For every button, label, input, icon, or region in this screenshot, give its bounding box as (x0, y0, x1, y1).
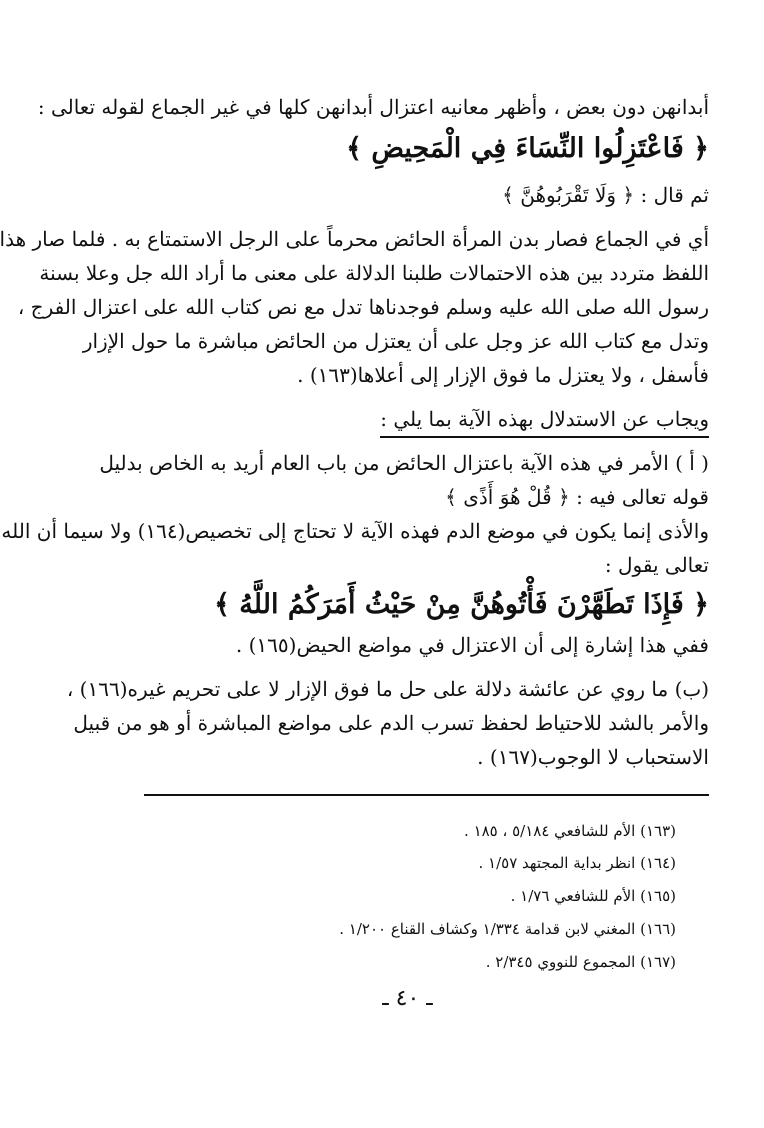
footnote: (١٦٧) المجموع للنووي ٢/٣٤٥ . (485, 953, 676, 971)
body-line: والأذى إنما يكون في موضع الدم فهذه الآية لا تحتاج إلى تخصيص(١٦٤) ولا سيما أن الله (1, 519, 709, 543)
body-line: ففي هذا إشارة إلى أن الاعتزال في مواضع الحيض(١٦٥) . (235, 633, 709, 657)
body-line: (ب) ما روي عن عائشة دلالة على حل ما فوق الإزار لا على تحريم غيره(١٦٦) ، (66, 677, 709, 701)
section-heading: ويجاب عن الاستدلال بهذه الآية بما يلي : (380, 404, 709, 438)
footnote-divider (144, 794, 709, 796)
body-line: رسول الله صلى الله عليه وسلم فوجدناها تدل مع نص كتاب الله على اعتزال الفرج ، (17, 295, 709, 319)
body-line: والأمر بالشد للاحتياط لحفظ تسرب الدم على مواضع المباشرة أو هو من قبيل (73, 711, 709, 735)
body-line: وتدل مع كتاب الله عز وجل على أن يعتزل من الحائض مباشرة ما حول الإزار (82, 329, 709, 353)
body-line: قوله تعالى فيه : ﴿ قُلْ هُوَ أَذًى ﴾ (445, 485, 709, 509)
page-number: ـ ٤٠ ـ (382, 986, 433, 1011)
body-line: تعالى يقول : (604, 553, 709, 577)
body-line: ثم قال : ﴿ وَلَا تَقْرَبُوهُنَّ ﴾ (502, 183, 709, 207)
quran-verse: ﴿ فَاعْتَزِلُوا النِّسَاءَ فِي الْمَحِيضِ ﴾ (346, 133, 709, 164)
body-line: ( أ ) الأمر في هذه الآية باعتزال الحائض من باب العام أريد به الخاص بدليل (99, 451, 709, 475)
footnote: (١٦٦) المغني لابن قدامة ١/٣٣٤ وكشاف القناع ١/٢٠٠ . (339, 920, 676, 938)
body-line: الاستحباب لا الوجوب(١٦٧) . (477, 745, 709, 769)
footnote: (١٦٣) الأم للشافعي ٥/١٨٤ ، ١٨٥ . (464, 822, 676, 840)
body-line: أي في الجماع فصار بدن المرأة الحائض محرماً على الرجل الاستمتاع به . فلما صار هذا (0, 227, 709, 251)
footnote: (١٦٥) الأم للشافعي ١/٧٦ . (510, 887, 676, 905)
body-line: اللفظ متردد بين هذه الاحتمالات طلبنا الدلالة على معنى ما أراد الله جل وعلا بسنة (39, 261, 709, 285)
body-line: أبدانهن دون بعض ، وأظهر معانيه اعتزال أبدانهن كلها في غير الجماع لقوله تعالى : (37, 95, 709, 119)
section-heading-row (103, 404, 709, 438)
quran-verse: ﴿ فَإِذَا تَطَهَّرْنَ فَأْتُوهُنَّ مِنْ حَيْثُ أَمَرَكُمُ اللَّهُ ﴾ (214, 589, 709, 620)
body-line: فأسفل ، ولا يعتزل ما فوق الإزار إلى أعلاها(١٦٣) . (297, 363, 709, 387)
footnote: (١٦٤) انظر بداية المجتهد ١/٥٧ . (478, 854, 676, 872)
